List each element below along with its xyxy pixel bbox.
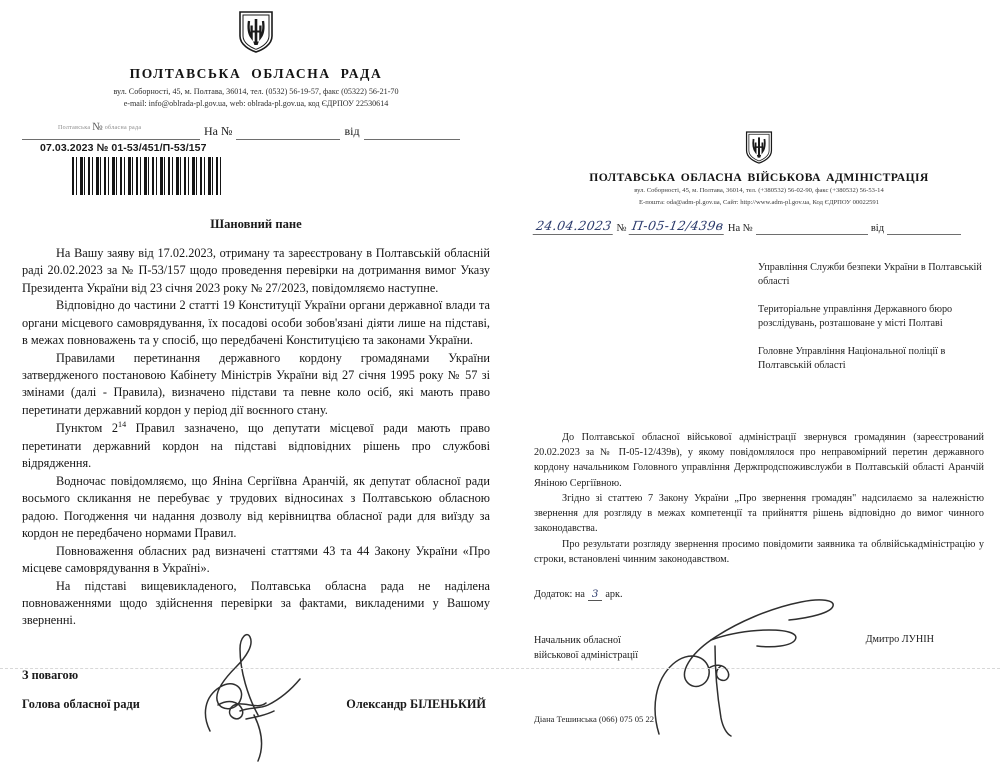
body-paragraph: На підставі вищевикладеного, Полтавська обласна рада не наділена повноваженнями щодо здійснення перевірки за фактами, викладеними у Вашому зверненні. [22, 578, 490, 628]
attachment-unit: арк. [605, 589, 623, 601]
stamp-overlay-right-text: обласна рада [104, 124, 142, 131]
org-contact-line-2: e-mail: info@oblrada-pl.gov.ua, web: oblrada-pl.gov.ua, код ЄДРПОУ 22530614 [123, 98, 389, 108]
body-paragraph: До Полтавської обласної військової адміністрації звернувся громадянин (зареєстрований 20.02.2023 за № П-05-12/439в), у якому повідомлялося про неправомірний перетин державного кордону начальником Головного управління Держпродспоживслужби в Полтавській області Аранчій Яніною Сергіївною. [534, 431, 984, 489]
signer-post: Голова обласної ради [22, 696, 140, 711]
handwritten-outgoing-date: 24.04.2023 [533, 218, 615, 235]
handwritten-outgoing-number: П-05-12/439в [628, 218, 726, 235]
registration-stamp-overlay [58, 121, 141, 133]
incoming-number-rule [756, 223, 868, 235]
label-vid: від [870, 222, 885, 234]
incoming-date-rule [887, 223, 961, 235]
signer-post-line-1: Начальник обласної [534, 635, 621, 647]
attachment-label: Додаток: на [534, 589, 585, 601]
reference-line [22, 120, 490, 140]
paragraph-superscript: 14 [118, 420, 127, 430]
executor-contact: Діана Тешинська (066) 075 05 22 [534, 713, 655, 724]
label-nomer: № [616, 222, 627, 234]
org-title: ПОЛТАВСЬКА ОБЛАСНА РАДА [129, 66, 383, 81]
addressee-item: Управління Служби безпеки України в Полтавській області [758, 261, 982, 288]
signature-block [534, 634, 984, 664]
ukraine-trident-coat-of-arms-icon [238, 10, 274, 54]
document-body [534, 430, 984, 568]
incoming-number-rule [236, 128, 340, 140]
addressee-item: Головне Управління Національної поліції в Полтавській області [758, 345, 946, 372]
incoming-date-rule [364, 128, 460, 140]
closing-regards: З повагою [22, 667, 79, 682]
label-na-nomer: На № [727, 222, 753, 234]
label-vid: від [344, 123, 360, 138]
handwritten-signature-mark [180, 619, 330, 769]
document-body [22, 245, 490, 630]
attachment-count: 3 [588, 589, 602, 601]
org-contact-line-2: E-пошта: oda@adm-pl.gov.ua, Сайт: http://www.adm-pl.gov.ua, Код ЄДРПОУ 00022591 [638, 198, 880, 206]
document-left-oblrada [0, 0, 512, 711]
reference-line [534, 218, 984, 235]
addressee-item: Територіальне управління Державного бюро розслідувань, розташоване у місті Полтаві [758, 303, 953, 330]
signer-post [534, 634, 638, 664]
stamp-overlay-number-sign: № [92, 120, 103, 133]
body-paragraph: Повноваження обласних рад визначені статтями 43 та 44 Закону України «Про місцеве самоврядування в Україні». [22, 543, 490, 576]
addressee-block [758, 261, 984, 374]
signer-name: Олександр БІЛЕНЬКИЙ [346, 696, 486, 711]
attachment-note [534, 589, 984, 600]
body-paragraph: Водночас повідомляємо, що Яніна Сергіївна Аранчій, як депутат обласної ради восьмого скликання не перебуває у трудових відносинах з Полтавською обласною радою. Погодження чи надання дозволу від керівництва обласної ради для виїзду за кордон не передбачено нормами Правил. [22, 473, 490, 541]
body-paragraph: Згідно зі статтею 7 Закону України „Про звернення громадян" надсилаємо за належністю звернення для розгляду в межах компетенції та прийняття рішень відповідно до вимог чинного законодавства. [534, 492, 984, 535]
paragraph-prefix: Пунктом 2 [56, 421, 119, 436]
salutation: Шановний пане [210, 216, 302, 231]
ukraine-trident-coat-of-arms-icon [745, 130, 773, 165]
signer-name: Дмитро ЛУНІН [865, 634, 934, 646]
body-paragraph: Правилами перетинання державного кордону громадянами України затвердженого постановою Кабінету Міністрів України від 27 січня 1995 року № 57 зі змінами (далі - Правила), визначено підстави та певне коло осіб, які мають право перетинати державний кордон у період дії воєнного стану. [22, 350, 490, 417]
org-contact-line-1: вул. Соборності, 45, м. Полтава, 36014, тел. (0532) 56-19-57, факс (05322) 56-21-70 [113, 87, 399, 96]
registration-stamp-number: 07.03.2023 № 01-53/451/П-53/157 [40, 141, 207, 154]
org-contact-line-1: вул. Соборності, 45, м. Полтава, 36014, тел. (+380532) 56-02-90, факс (+380532) 56-53-14 [634, 187, 884, 194]
label-na-nomer: На № [204, 123, 233, 138]
signature-row [22, 697, 490, 712]
signature-block [22, 668, 490, 712]
signer-post-line-2: військової адміністрації [534, 650, 639, 662]
body-paragraph-with-superscript [22, 419, 490, 472]
org-title: ПОЛТАВСЬКА ОБЛАСНА ВІЙСЬКОВА АДМІНІСТРАЦІЯ [589, 171, 929, 184]
document-right-viyskova-administratsiya [512, 0, 1000, 724]
barcode-image [72, 157, 224, 195]
body-paragraph: Про результати розгляду звернення просимо повідомити заявника та облвійськадміністрацію у строки, встановлені чинним законодавством. [534, 538, 984, 566]
stamp-overlay-left-text: Полтавська [58, 124, 91, 131]
body-paragraph: Відповідно до частини 2 статті 19 Конституції України органи державної влади та органи місцевого самоврядування, їх посадові особи зобов'язані діяти лише на підставі, в межах повноважень та у спосіб, що передбачені Конституцією та законами України. [22, 298, 490, 348]
sheet-bottom-edge [0, 667, 1000, 669]
paragraph-rest: Правил зазначено, що депутати місцевої ради мають право перетинати державний кордон на підставі відповідних рішень про службові відрядження. [22, 421, 490, 471]
body-paragraph: На Вашу заяву від 17.02.2023, отриману та зареєстровану в Полтавській обласній раді 20.02.2023 за № П-53/157 щодо проведення перевірки на дотримання вимог Указу Президента України від 23 січня 2023 року № 27/2023, повідомляємо наступне. [22, 245, 490, 295]
